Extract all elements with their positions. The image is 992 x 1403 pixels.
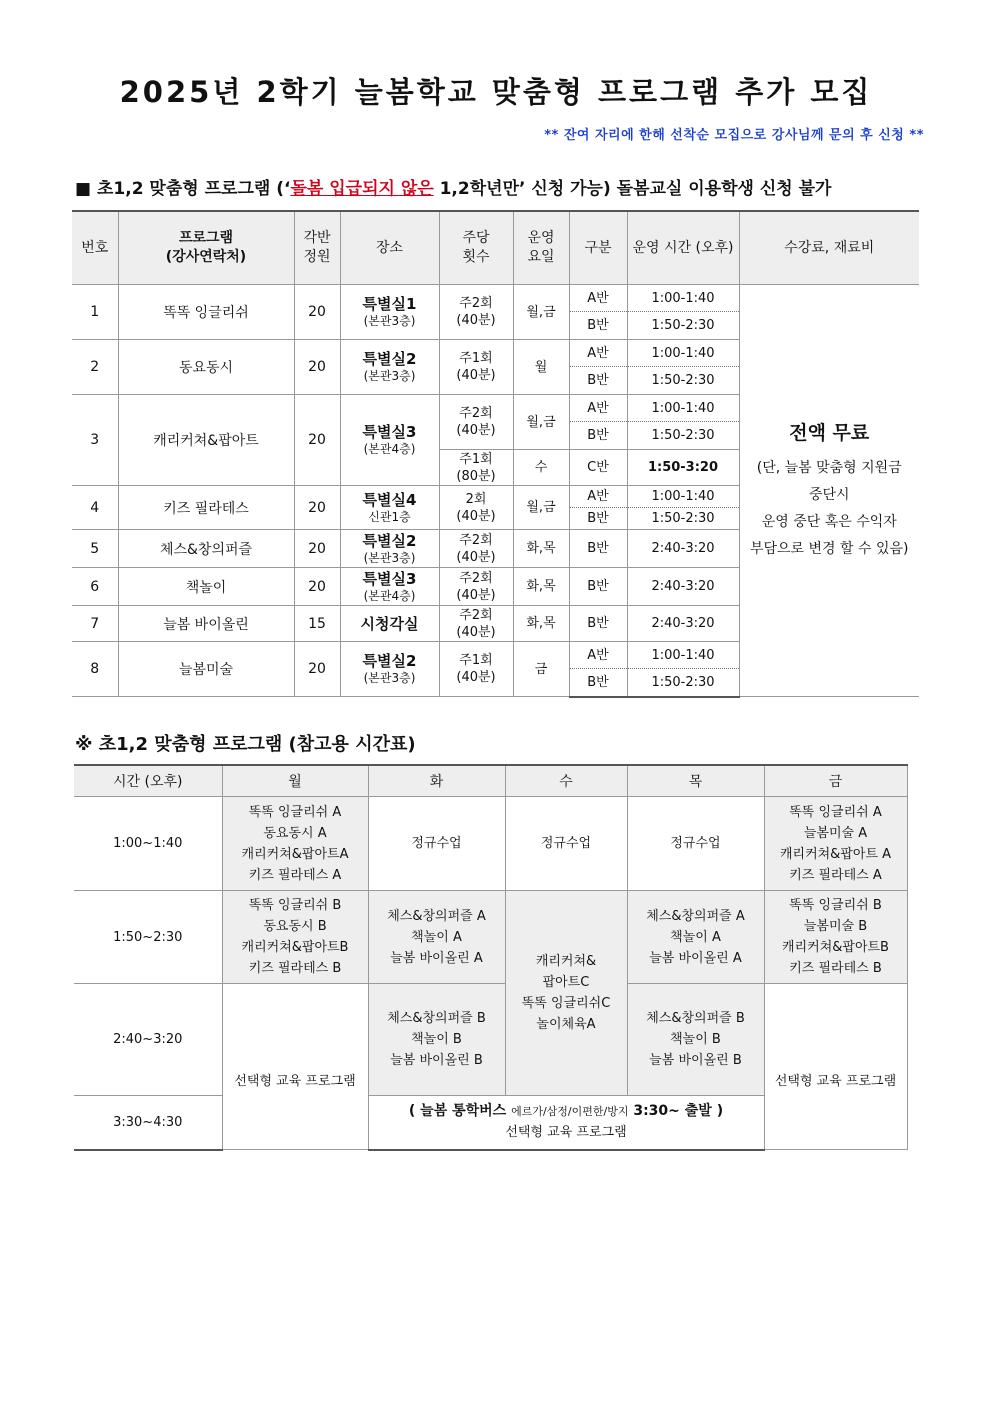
row-frequency	[439, 486, 513, 530]
row-time: 1:00-1:40	[627, 486, 739, 508]
row-place	[340, 642, 439, 697]
freq-count: 주2회	[459, 406, 493, 421]
row-day: 화,목	[513, 568, 569, 606]
header-capacity-1: 각반	[303, 230, 331, 246]
row-frequency	[439, 568, 513, 606]
header-mon: 월	[222, 765, 368, 797]
room-name: 특별실3	[362, 423, 417, 441]
row-no: 5	[72, 530, 118, 568]
room-name: 시청각실	[360, 614, 419, 633]
header-frequency-2: 횟수	[462, 249, 490, 265]
row-no: 6	[72, 568, 118, 606]
table-row	[72, 285, 919, 312]
room-name: 특별실3	[362, 569, 417, 588]
thu-slot1: 정규수업	[627, 797, 764, 891]
fee-cell	[739, 285, 919, 697]
row-class: C반	[569, 450, 627, 486]
list-item: 체스&창의퍼즐 A	[646, 908, 745, 924]
row-day: 화,목	[513, 530, 569, 568]
list-item: 책놀이 B	[411, 1032, 462, 1047]
list-item: 체스&창의퍼즐 A	[387, 908, 486, 924]
row-place	[340, 606, 439, 642]
list-item: 책놀이 A	[670, 929, 721, 945]
row-program: 늘봄 바이올린	[118, 606, 294, 642]
row-frequency	[439, 285, 513, 340]
list-item: 늘봄 바이올린 B	[649, 1053, 742, 1068]
row-frequency	[439, 530, 513, 568]
row-program: 늘봄미술	[118, 642, 294, 697]
list-item: 늘봄미술 A	[803, 825, 868, 841]
row-no: 8	[72, 642, 118, 697]
row-day: 금	[513, 642, 569, 697]
row-no: 4	[72, 486, 118, 530]
room-location: 신관1층	[368, 509, 411, 524]
room-name: 특별실4	[362, 490, 417, 509]
tue-slot2	[368, 891, 505, 984]
list-item: 키즈 필라테스 A	[789, 867, 882, 883]
list-item: 캐리커쳐&팝아트B	[241, 940, 349, 955]
freq-count: 2회	[465, 491, 487, 507]
row-capacity: 20	[294, 568, 340, 606]
mon-slot2	[222, 891, 368, 984]
list-item: 캐리커쳐&팝아트 A	[779, 846, 892, 862]
list-item: 동요동시 A	[263, 825, 327, 841]
list-item: 책놀이 A	[411, 929, 462, 945]
list-item: 키즈 필라테스 B	[248, 961, 342, 976]
freq-duration: (40분)	[456, 587, 496, 603]
header-day-1: 운영	[527, 230, 555, 246]
row-place	[340, 395, 439, 486]
row-class: B반	[569, 568, 627, 606]
room-name: 특별실1	[362, 295, 417, 313]
header-capacity	[294, 211, 340, 285]
list-item: 동요동시 B	[263, 919, 327, 934]
program-table	[72, 210, 919, 698]
list-item: 키즈 필라테스 B	[789, 961, 882, 976]
header-day-2: 요일	[527, 249, 555, 265]
room-name: 특별실2	[362, 350, 417, 368]
freq-count: 주1회	[459, 653, 493, 668]
fee-note-2: 중단시	[808, 487, 850, 503]
section1-suffix: 1,2학년만’ 신청 가능) 돌봄교실 이용학생 신청 불가	[433, 179, 832, 199]
freq-duration: (40분)	[456, 508, 496, 524]
thu-slot3	[627, 984, 764, 1096]
section2-heading: ※ 초1,2 맞춤형 프로그램 (참고용 시간표)	[75, 734, 416, 755]
row-place	[340, 568, 439, 606]
list-item: 똑똑 잉글리쉬 A	[248, 804, 342, 820]
bus-notice	[369, 1101, 764, 1122]
row-day: 수	[513, 450, 569, 486]
header-thu: 목	[627, 765, 764, 797]
row-class: A반	[569, 642, 627, 669]
freq-count: 주2회	[459, 607, 493, 623]
list-item: 놀이체육A	[536, 1017, 596, 1032]
row-class: B반	[569, 669, 627, 697]
row-day: 화,목	[513, 606, 569, 642]
room-location: (본관4층)	[363, 442, 416, 456]
bus-notice-stops: 에르가/삼정/이편한/방지	[511, 1105, 629, 1119]
room-location: (본관3층)	[363, 369, 416, 383]
freq-duration: (40분)	[456, 313, 496, 328]
list-item: 키즈 필라테스 A	[248, 867, 342, 883]
table-row	[74, 797, 907, 891]
row-class: A반	[569, 395, 627, 422]
header-class: 구분	[569, 211, 627, 285]
row-place	[340, 285, 439, 340]
header-fri: 금	[764, 765, 907, 797]
list-item: 캐리커쳐&	[535, 954, 597, 969]
freq-duration: (40분)	[456, 670, 496, 685]
row-no: 2	[72, 340, 118, 395]
row-time: 2:40-3:20	[627, 568, 739, 606]
page-title: 2025년 2학기 늘봄학교 맞춤형 프로그램 추가 모집	[119, 75, 873, 109]
bus-notice-a: ( 늘봄 통학버스	[408, 1103, 512, 1120]
row-time: 1:00-1:40	[627, 285, 739, 312]
header-wed: 수	[505, 765, 627, 797]
list-item: 체스&창의퍼즐 B	[387, 1011, 486, 1026]
row-frequency	[439, 606, 513, 642]
row-program: 똑똑 잉글리쉬	[118, 285, 294, 340]
timetable	[74, 764, 908, 1151]
list-item: 캐리커쳐&팝아트B	[782, 940, 889, 955]
freq-count: 주2회	[459, 570, 493, 586]
wed-slot23	[505, 891, 627, 1096]
slot-time: 3:30~4:30	[74, 1096, 222, 1150]
row-place	[340, 486, 439, 530]
row-class: B반	[569, 422, 627, 450]
freq-duration: (40분)	[456, 368, 496, 383]
row-capacity: 15	[294, 606, 340, 642]
row-program: 책놀이	[118, 568, 294, 606]
row-time: 1:50-2:30	[627, 422, 739, 450]
freq-count: 주1회	[459, 351, 493, 366]
mon-elective: 선택형 교육 프로그램	[222, 984, 368, 1150]
fee-note-1: (단, 늘봄 맞춤형 지원금	[756, 460, 902, 476]
tue-slot1: 정규수업	[368, 797, 505, 891]
row-place	[340, 530, 439, 568]
row-class: A반	[569, 340, 627, 367]
row-class: B반	[569, 367, 627, 395]
row-capacity: 20	[294, 530, 340, 568]
row-time: 1:50-2:30	[627, 367, 739, 395]
room-location: (본관3층)	[363, 314, 416, 328]
room-name: 특별실2	[362, 652, 417, 670]
row-day: 월,금	[513, 395, 569, 450]
row-day: 월,금	[513, 486, 569, 530]
header-frequency-1: 주당	[462, 230, 490, 246]
row-class: B반	[569, 312, 627, 340]
room-location: (본관3층)	[363, 671, 416, 685]
row-time: 2:40-3:20	[627, 530, 739, 568]
wed-slot1: 정규수업	[505, 797, 627, 891]
header-fee: 수강료, 재료비	[739, 211, 919, 285]
row-no: 1	[72, 285, 118, 340]
list-item: 체스&창의퍼즐 B	[646, 1011, 745, 1026]
row-time: 1:00-1:40	[627, 340, 739, 367]
freq-duration: (40분)	[456, 624, 496, 640]
row-capacity: 20	[294, 285, 340, 340]
row-time: 1:00-1:40	[627, 395, 739, 422]
section1-highlight: 돌봄 입급되지 않은	[290, 179, 434, 199]
fri-slot1	[764, 797, 907, 891]
row-program: 동요동시	[118, 340, 294, 395]
row-program: 키즈 필라테스	[118, 486, 294, 530]
table-row	[74, 984, 907, 1096]
header-program-contact: (강사연락처)	[165, 249, 247, 265]
list-item: 늘봄 바이올린 B	[390, 1053, 483, 1068]
header-time: 운영 시간 (오후)	[627, 211, 739, 285]
fri-elective: 선택형 교육 프로그램	[764, 984, 907, 1150]
row-no: 7	[72, 606, 118, 642]
row-time: 1:00-1:40	[627, 642, 739, 669]
row-program: 캐리커쳐&팝아트	[118, 395, 294, 486]
list-item: 책놀이 B	[670, 1032, 721, 1047]
list-item: 늘봄 바이올린 A	[390, 950, 483, 966]
freq-count: 주1회	[459, 451, 493, 467]
header-place: 장소	[340, 211, 439, 285]
fee-note-3: 운영 중단 혹은 수익자	[761, 514, 897, 530]
freq-count: 주2회	[459, 532, 493, 548]
fee-main: 전액 무료	[789, 422, 870, 444]
header-tue: 화	[368, 765, 505, 797]
list-item: 똑똑 잉글리쉬 B	[789, 898, 882, 913]
header-time: 시간 (오후)	[74, 765, 222, 797]
row-class: A반	[569, 285, 627, 312]
freq-duration: (80분)	[456, 468, 496, 484]
row-time: 1:50-2:30	[627, 669, 739, 697]
row-capacity: 20	[294, 395, 340, 486]
row-place	[340, 340, 439, 395]
thu-slot2	[627, 891, 764, 984]
freq-duration: (40분)	[456, 423, 496, 438]
row-frequency	[439, 395, 513, 450]
bus-elective: 선택형 교육 프로그램	[505, 1125, 627, 1141]
row-capacity: 20	[294, 486, 340, 530]
row-day: 월,금	[513, 285, 569, 340]
notice-text: ** 잔여 자리에 한해 선착순 모집으로 강사님께 문의 후 신청 **	[544, 128, 924, 143]
row-time: 2:40-3:20	[627, 606, 739, 642]
header-capacity-2: 정원	[303, 249, 331, 265]
header-program	[118, 211, 294, 285]
slot-time: 2:40~3:20	[74, 984, 222, 1096]
list-item: 똑똑 잉글리쉬 B	[248, 898, 342, 913]
list-item: 똑똑 잉글리쉬C	[521, 996, 611, 1011]
row-frequency	[439, 642, 513, 697]
list-item: 캐리커쳐&팝아트A	[241, 846, 349, 862]
header-frequency	[439, 211, 513, 285]
row-class: B반	[569, 508, 627, 530]
fee-note-4: 부담으로 변경 할 수 있음)	[749, 541, 909, 557]
fri-slot2	[764, 891, 907, 984]
header-day	[513, 211, 569, 285]
room-location: (본관4층)	[363, 588, 416, 603]
freq-duration: (40분)	[456, 549, 496, 565]
row-class: B반	[569, 530, 627, 568]
row-class: B반	[569, 606, 627, 642]
bus-notice-c: 3:30~ 출발 )	[628, 1103, 724, 1120]
row-time: 1:50-2:30	[627, 508, 739, 530]
row-frequency	[439, 450, 513, 486]
list-item: 팝아트C	[542, 975, 590, 990]
slot-time: 1:50~2:30	[74, 891, 222, 984]
program-table-header	[72, 211, 919, 285]
bus-row	[368, 1096, 764, 1150]
tue-slot3	[368, 984, 505, 1096]
header-no: 번호	[72, 211, 118, 285]
list-item: 늘봄 바이올린 A	[649, 950, 742, 966]
row-capacity: 20	[294, 642, 340, 697]
row-day: 월	[513, 340, 569, 395]
mon-slot1	[222, 797, 368, 891]
timetable-header	[74, 765, 907, 797]
row-class: A반	[569, 486, 627, 508]
section1-heading	[75, 174, 831, 199]
slot-time: 1:00~1:40	[74, 797, 222, 891]
room-location: (본관3층)	[363, 550, 416, 565]
list-item: 똑똑 잉글리쉬 A	[789, 804, 882, 820]
row-capacity: 20	[294, 340, 340, 395]
table-row	[74, 891, 907, 984]
header-program-label: 프로그램	[178, 230, 234, 246]
row-no: 3	[72, 395, 118, 486]
room-name: 특별실2	[362, 531, 417, 550]
section1-prefix: ■ 초1,2 맞춤형 프로그램 (‘	[75, 179, 291, 199]
row-time: 1:50-3:20	[627, 450, 739, 486]
row-program: 체스&창의퍼즐	[118, 530, 294, 568]
row-time: 1:50-2:30	[627, 312, 739, 340]
list-item: 늘봄미술 B	[803, 919, 868, 934]
freq-count: 주2회	[459, 296, 493, 311]
row-frequency	[439, 340, 513, 395]
